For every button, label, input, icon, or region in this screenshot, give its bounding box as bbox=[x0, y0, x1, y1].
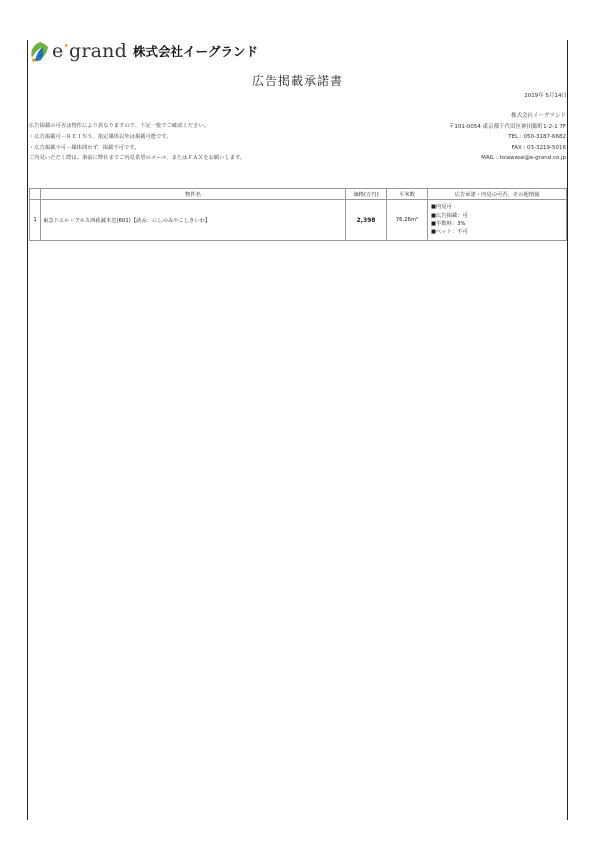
header-property-name: 物件名 bbox=[41, 189, 346, 200]
leaf-logo-icon bbox=[30, 41, 50, 63]
info-line: ■ペット：不可 bbox=[431, 229, 468, 236]
row-number: 1 bbox=[30, 200, 41, 241]
info-line: ■内見可 bbox=[431, 204, 452, 211]
info-line: ■手数料：3% bbox=[431, 221, 466, 227]
header-no bbox=[30, 189, 41, 200]
property-table bbox=[29, 188, 567, 241]
notice-line: 広告掲載の可否は物件により異なりますので、下記一覧でご確認ください。 bbox=[29, 123, 209, 129]
company-fax: FAX : 03-3219-5016 bbox=[511, 144, 566, 151]
notice-line: ご内見いただく際は、事前に弊社までご内見希望のメール、またはＦＡＸをお願いします。 bbox=[29, 155, 246, 162]
company-logo bbox=[30, 40, 258, 64]
header-area: 平米数 bbox=[387, 189, 428, 200]
property-price: 2,398 bbox=[346, 200, 387, 241]
document-date: 2019年 5月14日 bbox=[524, 93, 567, 99]
notice-text bbox=[29, 121, 245, 164]
info-line: ■広告掲載：可 bbox=[431, 212, 468, 219]
table-row bbox=[30, 200, 567, 241]
company-tel: TEL : 050-3187-6682 bbox=[508, 134, 566, 141]
header-info: 広告承諾・内見の可否、その他情報 bbox=[428, 189, 567, 200]
property-info bbox=[428, 200, 567, 241]
page-border-left bbox=[27, 40, 28, 820]
notice-line: ・広告掲載不可－媒体問わず、掲載不可です。 bbox=[29, 144, 140, 151]
document-title: 広告掲載承諾書 bbox=[251, 74, 343, 88]
logo-wordmark: e•grand bbox=[52, 40, 127, 62]
property-name: 東急ドエル・アルス西荻誠木壱(601)【読み：にしのみやこしきいわ】 bbox=[41, 200, 346, 241]
company-contact-block bbox=[449, 111, 566, 164]
header-price: 価格(万円) bbox=[346, 189, 387, 200]
company-name: 株式会社イーグランド bbox=[510, 113, 566, 119]
company-mail: MAIL : toiawase@e-grand.co.jp bbox=[481, 155, 566, 162]
company-address: 〒101-0054 東京都千代田区神田錦町1-2-1 7F bbox=[448, 123, 566, 130]
logo-company-name: 株式会社イーグランド bbox=[132, 44, 258, 59]
property-area: 76.26m² bbox=[387, 200, 428, 241]
table-header-row bbox=[30, 189, 567, 200]
page-border-right bbox=[567, 40, 568, 820]
notice-line: ・広告掲載可－ＲＥＩＮＳ、指定媒体以外は掲載可能です。 bbox=[29, 133, 172, 140]
